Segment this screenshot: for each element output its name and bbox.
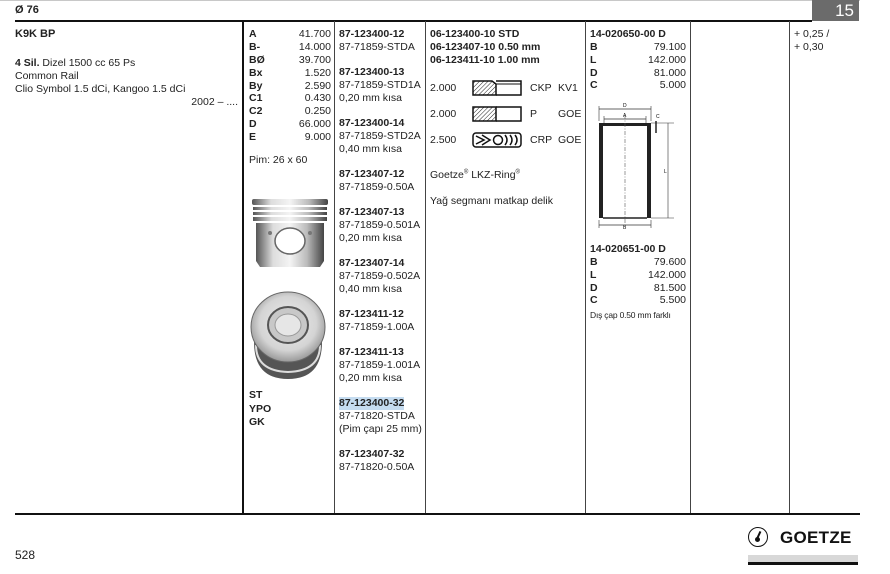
piston-entry [339, 168, 423, 194]
dimension-row [249, 41, 331, 54]
piston-reference: 87-71859-STD1A [339, 79, 421, 91]
production-years: 2002 – .... [191, 96, 238, 108]
piston-reference: 87-71859-STDA [339, 41, 415, 53]
piston-top-image [248, 287, 328, 380]
spec-value: 79.100 [653, 41, 686, 53]
dimension-row [249, 80, 331, 93]
piston-part-number: 87-123400-13 [339, 66, 405, 78]
spec-value: 5.000 [659, 79, 686, 92]
dimension-value: 1.520 [304, 66, 331, 79]
ring-maker: KV1 [558, 81, 578, 94]
ring-brand-note [430, 169, 585, 182]
ring-width: 2.000 [430, 81, 457, 94]
piston-entry [339, 117, 423, 156]
engine-code: K9K BP [15, 28, 56, 40]
feature-code: YPO [249, 402, 272, 415]
piston-reference: 87-71859-0.50A [339, 181, 415, 193]
liner-spec-row [590, 67, 686, 80]
piston-entry [339, 257, 423, 296]
oversize-value: + 0,25 / [794, 28, 830, 40]
piston-reference: 87-71859-0.501A [339, 219, 421, 231]
piston-reference: 87-71859-1.001A [339, 359, 421, 371]
piston-reference: 87-71820-0.50A [339, 461, 415, 473]
piston-part-number: 87-123407-12 [339, 168, 405, 180]
column-divider [789, 21, 790, 513]
oversize-value: + 0,30 [794, 41, 824, 53]
liner-spec-row [590, 256, 686, 269]
piston-entry [339, 206, 423, 245]
spec-value: 81.500 [653, 281, 686, 294]
label-l: L [664, 169, 667, 175]
ring-crp-icon [472, 132, 522, 148]
dimension-value: 2.590 [304, 79, 331, 92]
spec-key: B [590, 41, 598, 53]
engine-spec [15, 57, 240, 70]
spec-key: D [590, 281, 598, 294]
dimension-key: Bx [249, 66, 263, 79]
dimension-row [249, 118, 331, 131]
spec-value: 81.000 [653, 66, 686, 79]
ring-set-part-number: 06-123411-10 1.00 mm [430, 54, 540, 66]
piston-note: (Pim çapı 25 mm) [339, 423, 422, 435]
piston-entry [339, 346, 423, 385]
dimension-row [249, 105, 331, 118]
dimension-key: C1 [249, 92, 263, 105]
piston-entry [339, 308, 423, 334]
label-a: A [623, 113, 627, 119]
footer-rule [15, 513, 860, 515]
spec-key: B [590, 256, 598, 268]
ring-set-part-number: 06-123407-10 0.50 mm [430, 41, 541, 53]
piston-part-number: 87-123411-13 [339, 346, 404, 358]
dimension-value: 41.700 [298, 28, 331, 40]
dimension-key: BØ [249, 53, 265, 66]
engine-type: Common Rail [15, 70, 79, 82]
label-d: D [623, 103, 627, 109]
piston-part-number: 87-123407-32 [339, 448, 405, 460]
piston-reference: 87-71859-0.502A [339, 270, 421, 282]
pin-size: Pim: 26 x 60 [249, 154, 308, 167]
ring-type: CKP [530, 81, 552, 94]
spec-value: 79.600 [653, 256, 686, 268]
piston-part-list [339, 28, 423, 486]
oversize-info [794, 28, 854, 54]
spec-value: 5.500 [659, 294, 686, 307]
column-divider [334, 21, 335, 513]
ring-type: P [530, 107, 538, 120]
top-border [0, 0, 860, 1]
section-number-badge: 15 [812, 0, 859, 21]
dimension-row [249, 54, 331, 67]
ring-row [430, 75, 585, 101]
liner-spec-row [590, 294, 686, 307]
piston-note: 0,40 mm kısa [339, 143, 403, 155]
feature-code: ST [249, 389, 263, 401]
column-divider [585, 21, 586, 513]
liner-spec-row [590, 54, 686, 67]
column-divider [690, 21, 691, 513]
engine-info [15, 28, 240, 109]
brand-suffix: LKZ-Ring [468, 169, 516, 181]
liner-info-1 [590, 28, 686, 92]
liner-info-2 [590, 243, 686, 322]
ring-row [430, 127, 585, 153]
piston-entry [339, 28, 423, 54]
ring-row [430, 101, 585, 127]
ring-width: 2.500 [430, 133, 457, 146]
dimension-key: C2 [249, 105, 263, 118]
column-divider [242, 21, 244, 513]
registered-mark: ® [515, 169, 520, 176]
spec-key: D [590, 66, 598, 79]
dimension-row [249, 131, 331, 144]
logo-underline-black [748, 562, 858, 565]
column-divider [425, 21, 426, 513]
ring-maker: GOE [558, 133, 582, 146]
page-title: Ø 76 [15, 4, 39, 16]
liner-note: Dış çap 0.50 mm farklı [590, 310, 671, 321]
dimension-key: E [249, 131, 257, 144]
cylinder-liner-diagram [594, 101, 674, 229]
liner-spec-row [590, 269, 686, 282]
piston-part-number: 87-123407-14 [339, 257, 405, 269]
engine-spec-text: Dizel 1500 cc 65 Ps [39, 57, 136, 69]
goetze-logo-icon [748, 527, 768, 547]
piston-part-number: 87-123411-12 [339, 308, 404, 320]
dimension-value: 14.000 [298, 40, 331, 53]
dimension-key: D [249, 118, 257, 131]
piston-note: 0,20 mm kısa [339, 372, 403, 384]
dimension-row [249, 92, 331, 105]
dimension-row [249, 67, 331, 80]
spec-key: C [590, 294, 598, 307]
piston-reference: 87-71859-1.00A [339, 321, 415, 333]
dimension-key: A [249, 28, 257, 40]
liner-spec-row [590, 282, 686, 295]
piston-part-number: 87-123407-13 [339, 206, 405, 218]
liner-part-number: 14-020651-00 D [590, 243, 666, 255]
piston-part-number: 87-123400-12 [339, 28, 405, 40]
feature-code: GK [249, 416, 265, 428]
header-rule [15, 20, 812, 22]
piston-reference: 87-71820-STDA [339, 410, 415, 422]
ring-ckp-icon [472, 80, 522, 96]
piston-reference: 87-71859-STD2A [339, 130, 421, 142]
piston-entry [339, 448, 423, 474]
dimension-value: 0.430 [304, 92, 331, 105]
spec-key: L [590, 53, 597, 66]
label-b: B [623, 225, 627, 229]
piston-side-image [250, 197, 330, 279]
goetze-logo [748, 527, 852, 547]
cylinder-count: 4 Sil. [15, 57, 40, 69]
registered-mark: ® [463, 169, 469, 176]
page-number: 528 [15, 548, 36, 562]
spec-key: L [590, 268, 597, 281]
piston-note: 0,40 mm kısa [339, 283, 403, 295]
spec-value: 142.000 [648, 53, 686, 66]
ring-set-part-number: 06-123400-10 STD [430, 28, 520, 40]
ring-width: 2.000 [430, 107, 457, 120]
dimension-value: 66.000 [298, 118, 331, 131]
piston-part-number: 87-123400-14 [339, 117, 405, 129]
ring-set-info [430, 28, 585, 208]
spec-value: 142.000 [648, 268, 686, 281]
piston-part-number-selected[interactable]: 87-123400-32 [339, 397, 405, 409]
dimension-value: 0.250 [304, 105, 331, 118]
liner-part-number: 14-020650-00 D [590, 28, 666, 40]
brand-name: GOETZE [780, 527, 852, 547]
brand-text: Goetze [430, 169, 464, 181]
liner-spec-row [590, 79, 686, 92]
ring-type: CRP [530, 133, 553, 146]
ring-maker: GOE [558, 107, 582, 120]
liner-spec-row [590, 41, 686, 54]
vehicle-models: Clio Symbol 1.5 dCi, Kangoo 1.5 dCi [15, 83, 186, 95]
ring-p-icon [472, 106, 522, 122]
spec-key: C [590, 79, 598, 92]
dimension-value: 39.700 [298, 53, 331, 66]
dimension-value: 9.000 [304, 131, 331, 144]
dimension-key: By [249, 79, 263, 92]
dimension-row [249, 28, 331, 41]
piston-entry [339, 66, 423, 105]
piston-dimensions [249, 28, 331, 167]
piston-note: 0,20 mm kısa [339, 232, 403, 244]
label-c: C [656, 114, 660, 120]
piston-note: 0,20 mm kısa [339, 92, 403, 104]
piston-feature-codes [249, 389, 271, 430]
dimension-key: B- [249, 40, 261, 53]
oil-ring-note: Yağ segmanı matkap delik [430, 195, 553, 207]
piston-entry [339, 397, 423, 436]
